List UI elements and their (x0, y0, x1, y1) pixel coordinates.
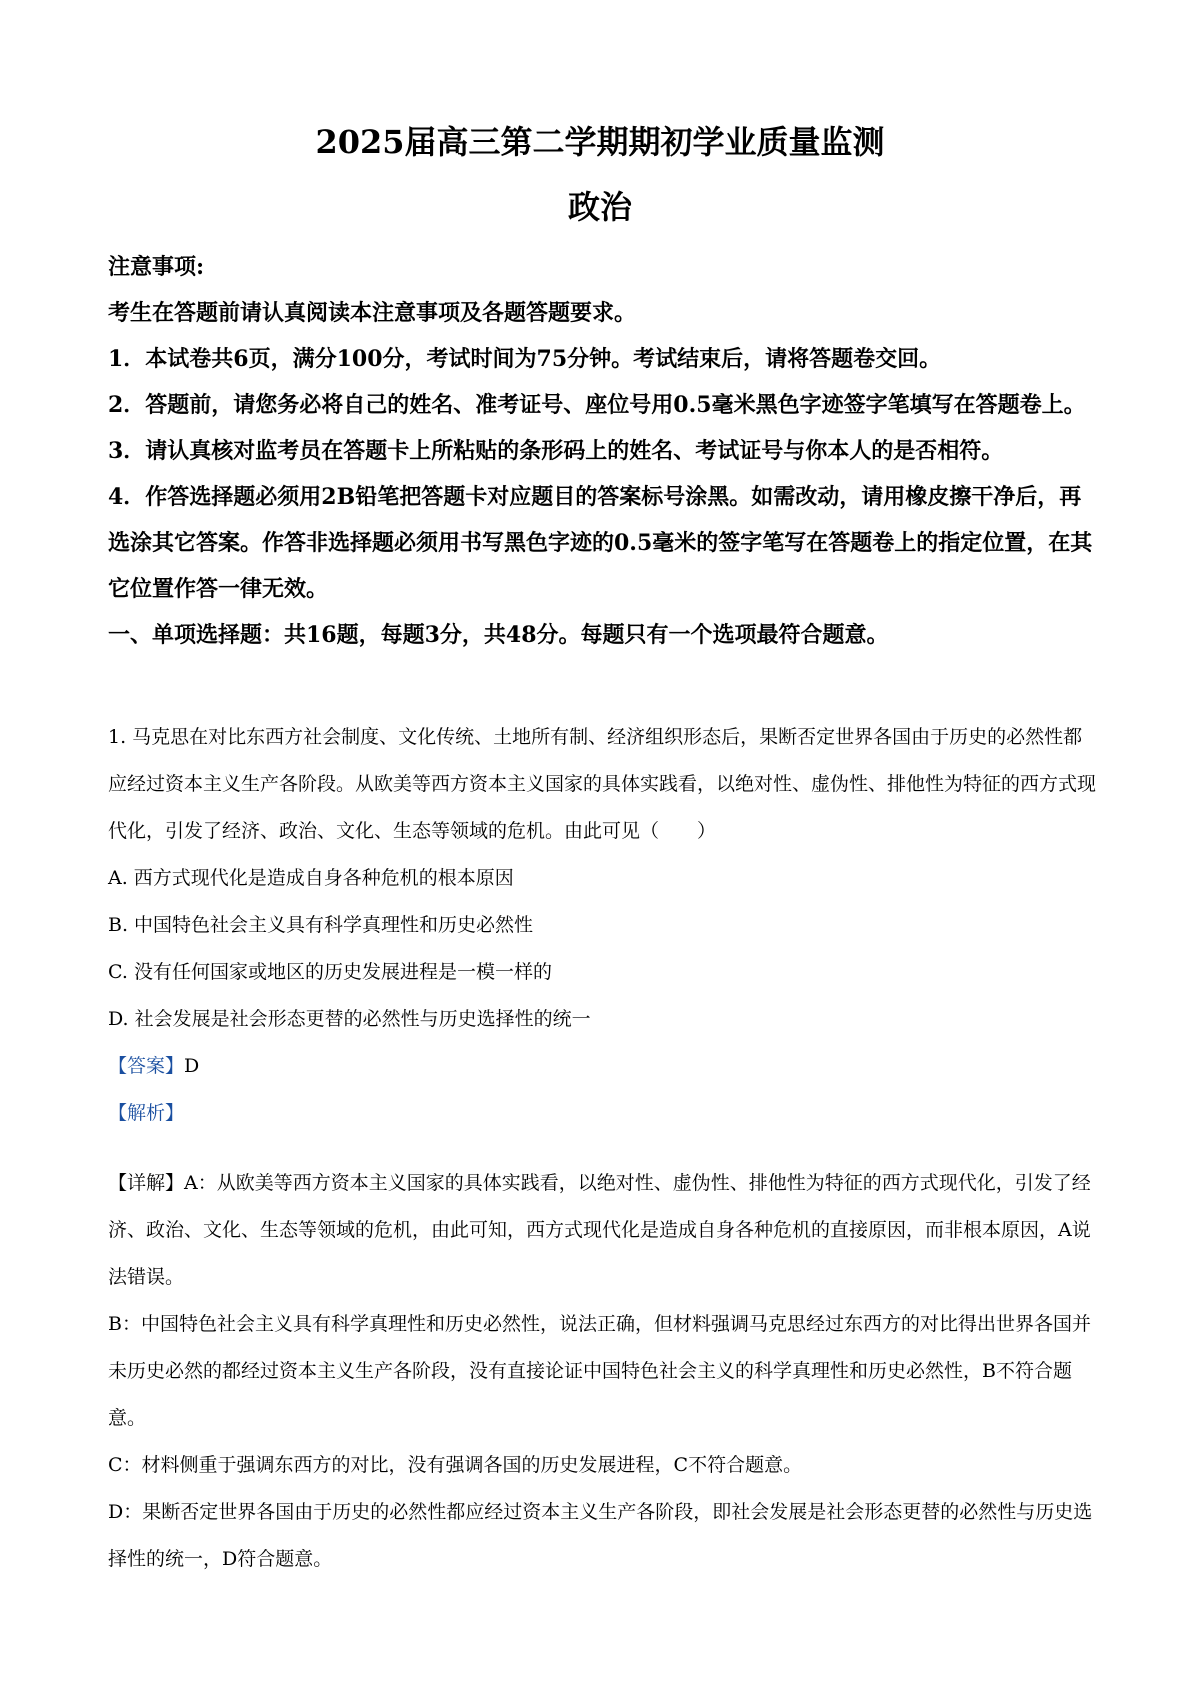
answer-value: D (184, 1055, 200, 1077)
detail-a-text: A：从欧美等西方资本主义国家的具体实践看，以绝对性、虚伪性、排他性为特征的西方式现代化，引发了经济、政治、文化、生态等领域的危机，由此可知，西方式现代化是造成自身各种危机的直接原因，而非根本原因，A说法错误。 (108, 1172, 1091, 1288)
notes-item-2: 2．答题前，请您务必将自己的姓名、准考证号、座位号用0.5毫米黑色字迹签字笔填写在答题卷上。 (108, 392, 1086, 418)
option-d: D. 社会发展是社会形态更替的必然性与历史选择性的统一 (108, 1008, 591, 1030)
question-stem: 1. 马克思在对比东西方社会制度、文化传统、土地所有制、经济组织形态后，果断否定世界各国由于历史的必然性都应经过资本主义生产各阶段。从欧美等西方资本主义国家的具体实践看，以绝对性、虚伪性、排他性为特征的西方式现代化，引发了经济、政治、文化、生态等领域的危机。由此可见（ ） (108, 726, 1097, 842)
detail-c: C：材料侧重于强调东西方的对比，没有强调各国的历史发展进程，C不符合题意。 (108, 1454, 803, 1476)
detailed-analysis (108, 1160, 1098, 1583)
detail-d: D：果断否定世界各国由于历史的必然性都应经过资本主义生产各阶段，即社会发展是社会形态更替的必然性与历史选择性的统一，D符合题意。 (108, 1501, 1093, 1570)
analysis-line (108, 1090, 1098, 1137)
notes-item-4: 4．作答选择题必须用2B铅笔把答题卡对应题目的答案标号涂黑。如需改动，请用橡皮擦干净后，再选涂其它答案。作答非选择题必须用书写黑色字迹的0.5毫米的签字笔写在答题卷上的指定位置，在其它位置作答一律无效。 (108, 484, 1093, 602)
notes-item-1: 1．本试卷共6页，满分100分，考试时间为75分钟。考试结束后，请将答题卷交回。 (108, 346, 942, 372)
detail-tag: 【详解】 (108, 1172, 185, 1194)
answer-line (108, 1043, 1098, 1090)
exam-title: 2025届高三第二学期期初学业质量监测 (315, 123, 885, 161)
question-1 (108, 714, 1098, 1137)
detail-a (108, 1160, 1098, 1301)
exam-subject: 政治 (567, 188, 632, 226)
option-a: A. 西方式现代化是造成自身各种危机的根本原因 (108, 867, 514, 889)
option-c: C. 没有任何国家或地区的历史发展进程是一模一样的 (108, 961, 552, 983)
option-b: B. 中国特色社会主义具有科学真理性和历史必然性 (108, 914, 534, 936)
answer-tag: 【答案】 (108, 1055, 185, 1077)
section-heading: 一、单项选择题：共16题，每题3分，共48分。每题只有一个选项最符合题意。 (108, 622, 889, 648)
exam-notes (108, 244, 1098, 658)
notes-intro: 考生在答题前请认真阅读本注意事项及各题答题要求。 (108, 300, 637, 326)
analysis-tag: 【解析】 (108, 1102, 185, 1124)
detail-b: B：中国特色社会主义具有科学真理性和历史必然性，说法正确，但材料强调马克思经过东西方的对比得出世界各国并未历史必然的都经过资本主义生产各阶段，没有直接论证中国特色社会主义的科学真理性和历史必然性，B不符合题意。 (108, 1313, 1091, 1429)
notes-item-3: 3．请认真核对监考员在答题卡上所粘贴的条形码上的姓名、考试证号与你本人的是否相符。 (108, 438, 1004, 464)
notes-heading: 注意事项: (108, 254, 205, 280)
